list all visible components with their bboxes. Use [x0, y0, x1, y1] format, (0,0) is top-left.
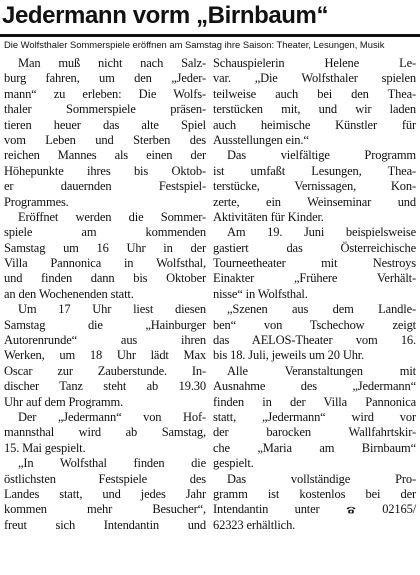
text-line: der barocken Wallfahrtskir-	[213, 425, 416, 440]
text-line: Autorenrunde“ aus ihren	[4, 333, 206, 348]
text-line: gramm ist kostenlos bei der	[213, 486, 416, 501]
text-line: Ausnahme des „Jedermann“	[213, 379, 416, 394]
text-line: gastiert das Österreichische	[213, 240, 416, 255]
text-line: Tourneetheater mit Nestroys	[213, 256, 416, 271]
text-line: Schauspielerin Helene Le-	[213, 56, 416, 70]
text-line: discher Tanz steht ab 19.30	[4, 379, 206, 394]
text-line: che „Maria am Birnbaum“	[213, 440, 416, 455]
text-line: Samstag um 16 Uhr in der	[4, 240, 206, 255]
text-line: auch heimische Künstler für	[213, 117, 416, 132]
text-line: 15. Mai gespielt.	[4, 440, 86, 455]
text-line: tieren heuer das alte Spiel	[4, 117, 206, 132]
text-line: ist umfaßt Lesungen, Thea-	[213, 163, 416, 178]
text-line: reichen Mannes als einen der	[4, 148, 206, 163]
subheadline: Die Wolfsthaler Sommerspiele eröffnen am Samstag ihre Saison: Theater, Lesungen, Musik	[4, 39, 385, 50]
text-line: Eröffnet werden die Sommer-	[18, 209, 206, 224]
text-line: er dauernden Festspiel-	[4, 179, 206, 194]
text-line: Programmes.	[4, 194, 69, 209]
text-line: Das vollständige Pro-	[227, 471, 416, 486]
text-line: das AELOS-Theater vom 16.	[213, 333, 416, 348]
text-line: spiele am kommenden	[4, 225, 206, 240]
text-line: mann“ zu erleben: Die Wolfs-	[4, 86, 206, 101]
text-line: kommen mehr Besucher“,	[4, 502, 206, 517]
text-line: terstücken mit, und wir laden	[213, 102, 416, 117]
text-line: 62323 erhältlich.	[213, 517, 296, 532]
article-column-right	[213, 56, 416, 533]
text-line: Landes statt, und jedes Jahr	[4, 486, 206, 501]
text-line: Uhr auf dem Programm.	[4, 394, 124, 409]
text-line: var. „Die Wolfsthaler spielen	[213, 71, 416, 86]
phone-number: 02165/	[382, 502, 417, 517]
text-line: Höhepunkte ihres bis Oktob-	[4, 163, 206, 178]
text-line: nisse“ in Wolfsthal.	[213, 286, 308, 301]
text-line: vom Leben und Sterben des	[4, 132, 206, 147]
text-line: zerte, ein Weinseminar und	[213, 194, 416, 209]
article-column-left	[4, 56, 206, 533]
text-line: Oscar zur Zauberstunde. In-	[4, 363, 206, 378]
telephone-icon	[346, 503, 356, 511]
text-line: Ausstellungen ein.“	[213, 132, 309, 147]
text-line: Aktivitäten für Kinder.	[213, 209, 324, 224]
text-line: gespielt.	[213, 456, 254, 471]
headline: Jedermann vorm „Birnbaum“	[2, 2, 329, 29]
text-line: östlichsten Festspiele des	[4, 471, 206, 486]
text-line: an den Wochenenden statt.	[4, 286, 134, 301]
text-line: „Szenen aus dem Landle-	[227, 302, 416, 317]
text-line-phone	[213, 502, 416, 517]
text-line: Samstag die „Hainburger	[4, 317, 206, 332]
text-line: Alle Veranstaltungen mit	[227, 363, 416, 378]
text-line: teilweise auch bei den Thea-	[213, 86, 416, 101]
text-fragment: Intendantin unter	[213, 502, 320, 517]
text-line: statt, „Jedermann“ wird vor	[213, 409, 416, 424]
text-line: Werken, um 18 Uhr lädt Max	[4, 348, 206, 363]
text-line: Man muß nicht nach Salz-	[18, 56, 206, 70]
text-line: „In Wolfsthal finden die	[18, 456, 206, 471]
text-line: burg fahren, um den „Jeder-	[4, 71, 206, 86]
text-line: freut sich Intendantin und	[4, 517, 206, 532]
text-line: terstücke, Vernissagen, Kon-	[213, 179, 416, 194]
text-line: bis 18. Juli, jeweils um 20 Uhr.	[213, 348, 365, 363]
text-line: mannsthal wird ab Samstag,	[4, 425, 206, 440]
text-line: ben“ von Tschechow zeigt	[213, 317, 416, 332]
text-line: Der „Jedermann“ von Hof-	[18, 409, 206, 424]
text-line: Um 17 Uhr liest diesen	[18, 302, 206, 317]
text-line: Das vielfältige Programm	[227, 148, 416, 163]
text-line: Am 19. Juni beispielsweise	[227, 225, 416, 240]
text-line: und finden dann bis Oktober	[4, 271, 206, 286]
headline-rule	[0, 34, 420, 37]
text-line: Villa Pannonica in Wolfsthal,	[4, 256, 206, 271]
text-line: thaler Sommerspiele präsen-	[4, 102, 206, 117]
text-line: Einakter „Frühere Verhält-	[213, 271, 416, 286]
text-line: finden in der Villa Pannonica	[213, 394, 416, 409]
